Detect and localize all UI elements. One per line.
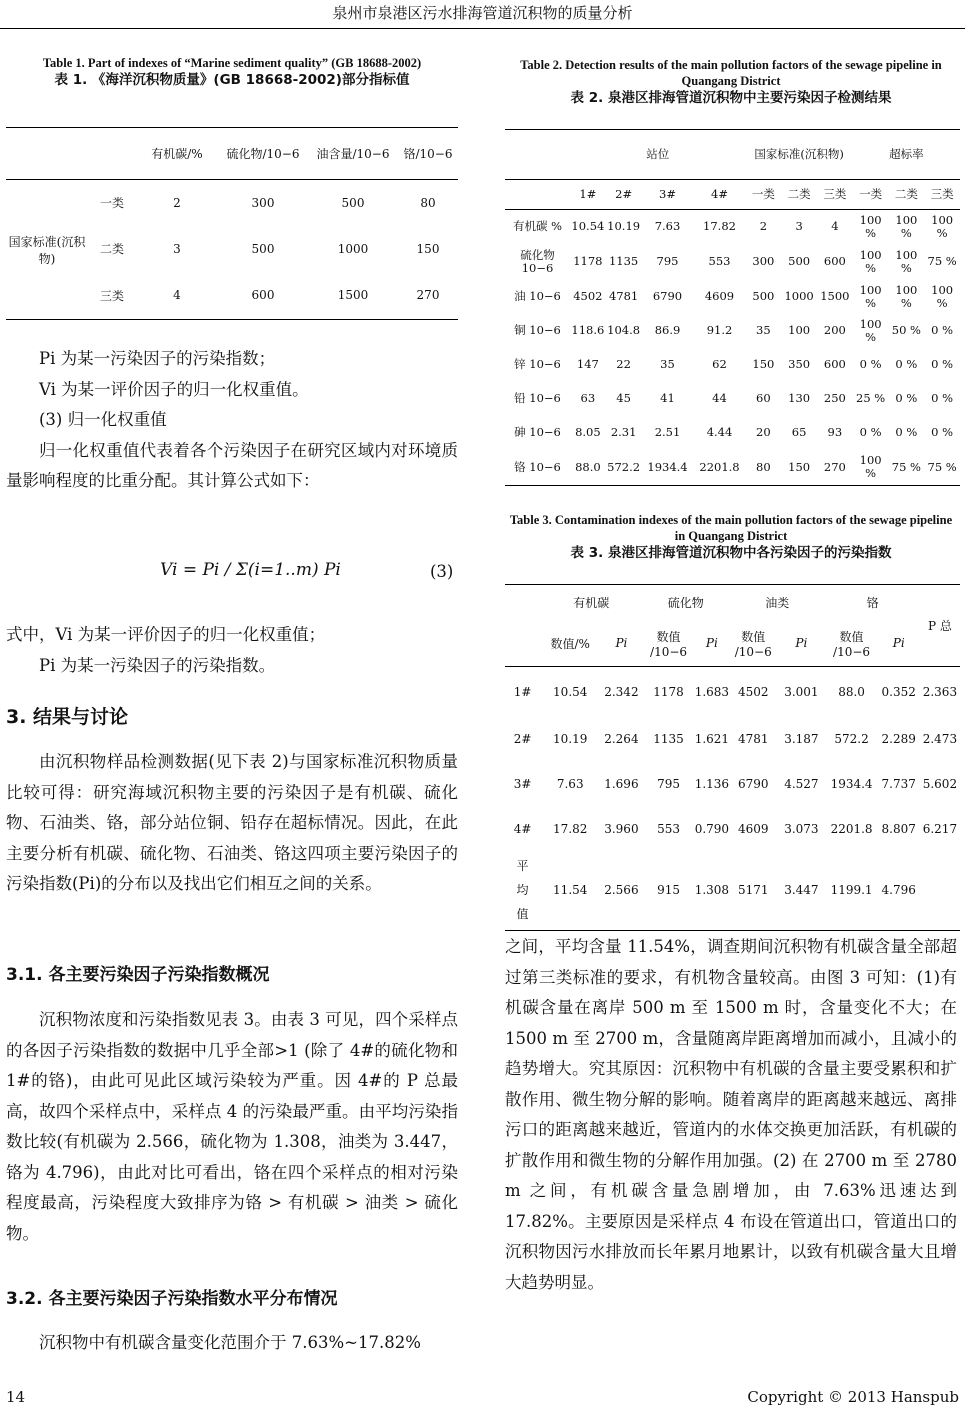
table2-caption-zh: 表 2. 泉港区排海管道沉积物中主要污染因子检测结果	[570, 90, 892, 106]
table2-caption	[505, 57, 957, 107]
table-row: 平均值 11.54 2.566 915 1.308 5171 3.447 1199.1 4.796	[505, 851, 960, 931]
table3-caption	[505, 512, 957, 562]
paragraph: Pi 为某一污染因子的污染指数；	[39, 349, 276, 368]
header-rule	[0, 28, 965, 29]
section-3-1-heading: 3.1. 各主要污染因子污染指数概况	[6, 965, 270, 985]
table-row: 油 10−6 4502 4781 6790 4609 500 1000 1500 100 % 100 % 100 %	[514, 282, 954, 310]
table-row: 铅 10−6 63 45 41 44 60 130 250 25 % 0 % 0 %	[514, 391, 954, 405]
table-row: 国家标准(沉积物) 一类 2 300 500 80	[6, 180, 458, 226]
table-row: 2# 10.19 2.264 1135 1.621 4781 3.187 572.2 2.289 2.473	[513, 731, 958, 746]
table1-col-header: 油含量/10−6	[308, 128, 398, 180]
table1	[6, 127, 458, 320]
table3-group-header: 铬	[825, 585, 919, 621]
table1-caption-en: Table 1. Part of indexes of “Marine sediment quality” (GB 18688-2002)	[42, 56, 422, 70]
section-3-2-heading: 3.2. 各主要污染因子污染指数水平分布情况	[6, 1289, 338, 1309]
running-header: 泉州市泉港区污水排海管道沉积物的质量分析	[332, 4, 633, 22]
left-body-1	[6, 344, 458, 497]
paragraph: 之间，平均含量 11.54%，调查期间沉积物有机碳含量全部超过第三类标准的要求，有机物含量较高。由图 3 可知：(1)有机碳含量在离岸 500 m 至 1500 m 时，含量变化不大；在 1500 m 至 2700 m，含量随离岸距离增加而减小，且减小的趋势增大。究其原因：沉积物中有机碳的含量主要受累积和扩散作用、微生物分解的影响。随着离岸的距离越来越远、离排污口的距离越来越近，管道内的水体交换更加活跃，有机碳的扩散作用和微生物的分解作用加强。(2) 在 2700 m 至 2780 m 之间，有机碳含量急剧增加，由 7.63%迅速达到 17.82%。主要原因是采样点 4 布设在管道出口，管道出口的沉积物因污水排放而长年累月地累计，以致有机碳含量大且增大趋势明显。	[505, 937, 957, 1292]
table-row: 4# 17.82 3.960 553 0.790 4609 3.073 2201.8 8.807 6.217	[513, 821, 958, 836]
section-3-heading: 3. 结果与讨论	[6, 706, 129, 728]
table-row: 3# 7.63 1.696 795 1.136 6790 4.527 1934.4 7.737 5.602	[513, 776, 958, 791]
paragraph: 沉积物中有机碳含量变化范围介于 7.63%~17.82%	[39, 1333, 421, 1352]
table-row: 铬 10−6 88.0 572.2 1934.4 2201.8 80 150 270 100 % 75 % 75 %	[505, 450, 960, 486]
table-row: 有机碳 % 10.54 10.19 7.63 17.82 2 3 4 100 % 100 % 100 %	[512, 212, 954, 240]
table2-group-header: 国家标准(沉积物)	[746, 130, 853, 180]
copyright: Copyright © 2013 Hanspub	[747, 1388, 959, 1406]
equation-number: (3)	[430, 562, 454, 581]
table3-caption-en: Table 3. Contamination indexes of the main pollution factors of the sewage pipeline in Quangang District	[509, 513, 953, 543]
table3-caption-zh: 表 3. 泉港区排海管道沉积物中各污染因子的污染指数	[570, 545, 892, 561]
table-row: 铜 10−6 118.6 104.8 86.9 91.2 35 100 200 100 % 50 % 0 %	[514, 316, 954, 344]
paragraph: Vi 为某一评价因子的归一化权重值。	[39, 379, 309, 399]
table1-col-header: 硫化物/10−6	[218, 128, 308, 180]
table2: 站位 国家标准(沉积物) 超标率 1# 2# 3# 4# 一类 二类 三类 一类 二类 三类 有机碳 % 10.54 10.19 7.63 17.82 2 3 4 100 % 100 % 100 % 硫化物 10−6 1178 1135 795 553 300 500 600 100 % 100 % 75 % 油 10−6 4502 4781 6790 4609 500 1000 1500 100 % 100 % 100 % 铜 10−6 118.6 104.8 86.9 91.2 35 100 200 100 % 50 % 0 % 锌 10−6 147 22 35 62 150 350 600 0 % 0 % 0 % 铅 10−6 63 45 41 44 60 130 250 25 % 0 % 0 % 砷 10−6 8.05 2.31 2.51 4.44 20 65 93 0 % 0 % 0 % 铬 10−6 88.0 572.2 1934.4 2201.8 80 150 270 100 % 75 % 75 %	[505, 129, 960, 486]
table3-group-header: 有机碳	[540, 585, 642, 621]
page-number: 14	[6, 1388, 26, 1406]
paragraph: 式中，Vi 为某一评价因子的归一化权重值；	[6, 625, 326, 644]
table2-caption-en: Table 2. Detection results of the main pollution factors of the sewage pipeline in Quangang District	[520, 58, 942, 88]
paragraph: 由沉积物样品检测数据(见下表 2)与国家标准沉积物质量比较可得：研究海域沉积物主要的污染因子是有机碳、硫化物、石油类、铬，部分站位铜、铅存在超标情况。因此，在此主要分析有机碳、硫化物、石油类、铬这四项主要污染因子的污染指数(Pi)的分布以及找出它们相互之间的关系。	[6, 752, 458, 893]
paragraph: Pi 为某一污染因子的污染指数。	[39, 655, 276, 675]
left-body-2	[6, 620, 458, 681]
table3-group-header: 硫化物	[642, 585, 729, 621]
paragraph: (3) 归一化权重值	[39, 410, 167, 429]
table-row: 锌 10−6 147 22 35 62 150 350 600 0 % 0 % 0 %	[514, 357, 954, 371]
table-row: 三类 4 600 1500 270	[6, 272, 458, 320]
table-row: 二类 3 500 1000 150	[99, 241, 440, 256]
table3-p-total-header: P 总	[920, 585, 960, 667]
table2-group-header: 超标率	[853, 130, 960, 180]
paragraph: 沉积物浓度和污染指数见表 3。由表 3 可见，四个采样点的各因子污染指数的数据中几乎全部>1 (除了 4#的硫化物和 1#的铬)，由此可见此区域污染较为严重。因 4#的 P 总最高，故四个采样点中，采样点 4 的污染最严重。由平均污染指数比较(有机碳为 2.566，硫化物为 1.308，油类为 3.447，铬为 4.796)，由此对比可看出，铬在四个采样点的相对污染程度最高，污染程度大致排序为铬 > 有机碳 > 油类 > 硫化物。	[6, 1010, 458, 1243]
table1-row-group: 国家标准(沉积物)	[6, 180, 88, 320]
equation: Vi = Pi / Σ(i=1..m) Pi	[160, 560, 341, 580]
table-row: 硫化物 10−6 1178 1135 795 553 300 500 600 100 % 100 % 75 %	[520, 247, 957, 275]
table2-group-header: 站位	[570, 130, 746, 180]
table1-caption-zh: 表 1. 《海洋沉积物质量》(GB 18668-2002)部分指标值	[54, 72, 410, 88]
paragraph: 归一化权重值代表着各个污染因子在研究区域内对环境质量影响程度的比重分配。其计算公式如下：	[6, 440, 458, 490]
table-row: 1# 10.54 2.342 1178 1.683 4502 3.001 88.0 0.352 2.363	[513, 684, 958, 699]
table-row: 砷 10−6 8.05 2.31 2.51 4.44 20 65 93 0 % 0 % 0 %	[514, 425, 954, 439]
table1-col-header: 有机碳/%	[136, 128, 218, 180]
table3: 有机碳 硫化物 油类 铬 P 总 数值/% Pi 数值 /10−6 Pi 数值 /10−6 Pi 数值 /10−6 Pi 1# 10.54 2.342 1178 1.683 4502 3.001 88.0 0.352 2.363 2# 10.19 2.264 1135 1.621 4781 3.187 572.2 2.289 2.473 3# 7.63 1.696 795 1.136 6790 4.527 1934.4 7.737 5.602 4# 17.82 3.960 553 0.790 4609 3.073 2201.8 8.807 6.217 平均值 11.54 2.566 915 1.308 5171 3.447 1199.1 4.796	[505, 584, 960, 931]
table1-caption	[6, 55, 458, 89]
table3-group-header: 油类	[729, 585, 825, 621]
table1-col-header: 铬/10−6	[398, 128, 458, 180]
